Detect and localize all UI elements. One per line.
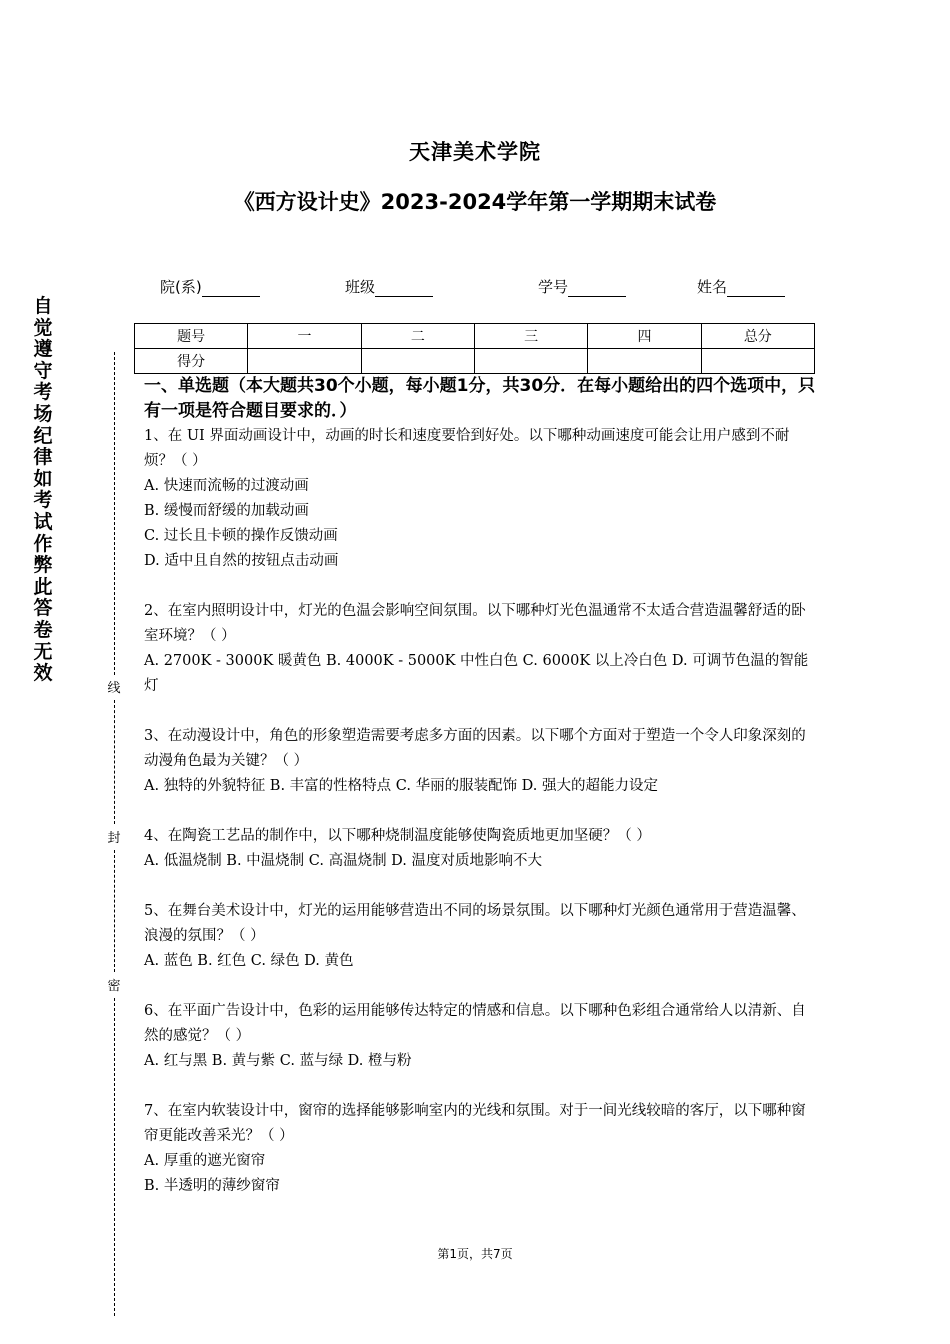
option: B. 缓慢而舒缓的加载动画 xyxy=(144,503,309,519)
option: A. 蓝色 B. 红色 C. 绿色 D. 黄色 xyxy=(144,953,354,969)
option: A. 红与黑 B. 黄与紫 C. 蓝与绿 D. 橙与粉 xyxy=(144,1053,412,1069)
score-cell[interactable] xyxy=(588,349,701,374)
header-cell: 三 xyxy=(474,324,587,349)
option: A. 厚重的遮光窗帘 xyxy=(144,1153,266,1169)
option: C. 过长且卡顿的操作反馈动画 xyxy=(144,528,338,544)
school-name: 天津美术学院 xyxy=(409,140,541,164)
class-label: 班级 xyxy=(345,278,376,296)
question-stem: 3、在动漫设计中，角色的形象塑造需要考虑多方面的因素。以下哪个方面对于塑造一个令人印象深刻的动漫角色最为关键？（ ） xyxy=(144,728,806,769)
name-blank[interactable] xyxy=(727,281,785,297)
question-stem: 6、在平面广告设计中，色彩的运用能够传达特定的情感和信息。以下哪种色彩组合通常给人以清新、自然的感觉？（ ） xyxy=(144,1003,806,1044)
class-blank[interactable] xyxy=(375,281,433,297)
score-table xyxy=(134,323,815,374)
name-field xyxy=(697,276,785,297)
seal-label: 封 xyxy=(105,827,123,846)
option: A. 2700K - 3000K 暖黄色 B. 4000K - 5000K 中性白色 C. 6000K 以上冷白色 D. 可调节色温的智能灯 xyxy=(144,653,809,694)
question-stem: 1、在 UI 界面动画设计中，动画的时长和速度要恰到好处。以下哪种动画速度可能会让用户感到不耐烦？（ ） xyxy=(144,428,790,469)
dept-field xyxy=(160,276,260,297)
score-label-cell: 得分 xyxy=(135,349,248,374)
header-cell: 四 xyxy=(588,324,701,349)
id-field xyxy=(538,276,626,297)
binding-line-segment xyxy=(114,850,115,972)
score-cell[interactable] xyxy=(361,349,474,374)
score-table-score-row xyxy=(135,349,815,374)
class-field xyxy=(345,276,433,297)
score-cell[interactable] xyxy=(474,349,587,374)
binding-line-segment xyxy=(114,352,115,675)
name-label: 姓名 xyxy=(697,278,728,296)
score-cell[interactable] xyxy=(701,349,814,374)
question-stem: 5、在舞台美术设计中，灯光的运用能够营造出不同的场景氛围。以下哪种灯光颜色通常用于营造温馨、浪漫的氛围？（ ） xyxy=(144,903,806,944)
score-cell[interactable] xyxy=(248,349,361,374)
header-cell: 二 xyxy=(361,324,474,349)
exam-content xyxy=(144,374,816,1199)
binding-line-segment xyxy=(114,998,115,1316)
dept-blank[interactable] xyxy=(202,281,260,297)
id-label: 学号 xyxy=(538,278,569,296)
secret-label: 密 xyxy=(105,975,123,994)
option: A. 快速而流畅的过渡动画 xyxy=(144,478,309,494)
exam-title: 《西方设计史》2023-2024学年第一学期期末试卷 xyxy=(233,190,717,214)
header-cell: 总分 xyxy=(701,324,814,349)
question-stem: 7、在室内软装设计中，窗帘的选择能够影响室内的光线和氛围。对于一间光线较暗的客厅，以下哪种窗帘更能改善采光？（ ） xyxy=(144,1103,806,1144)
option: A. 低温烧制 B. 中温烧制 C. 高温烧制 D. 温度对质地影响不大 xyxy=(144,853,543,869)
page-number: 第1页，共7页 xyxy=(437,1247,513,1261)
header-cell: 题号 xyxy=(135,324,248,349)
question-stem: 4、在陶瓷工艺品的制作中，以下哪种烧制温度能够使陶瓷质地更加坚硬？（ ） xyxy=(144,828,651,844)
id-blank[interactable] xyxy=(568,281,626,297)
question-stem: 2、在室内照明设计中，灯光的色温会影响空间氛围。以下哪种灯光色温通常不太适合营造温馨舒适的卧室环境？（ ） xyxy=(144,603,806,644)
exam-discipline-notice: 自觉遵守考场纪律如考试作弊此答卷无效 xyxy=(33,295,53,685)
line-label: 线 xyxy=(105,677,123,696)
dept-label: 院(系) xyxy=(160,278,202,296)
option: D. 适中且自然的按钮点击动画 xyxy=(144,553,339,569)
section-heading: 一、单选题（本大题共30个小题，每小题1分，共30分．在每小题给出的四个选项中，只有一项是符合题目要求的．） xyxy=(144,376,816,421)
score-table-header-row xyxy=(135,324,815,349)
header-cell: 一 xyxy=(248,324,361,349)
option: A. 独特的外貌特征 B. 丰富的性格特点 C. 华丽的服装配饰 D. 强大的超能力设定 xyxy=(144,778,659,794)
binding-line-segment xyxy=(114,700,115,824)
option: B. 半透明的薄纱窗帘 xyxy=(144,1178,280,1194)
